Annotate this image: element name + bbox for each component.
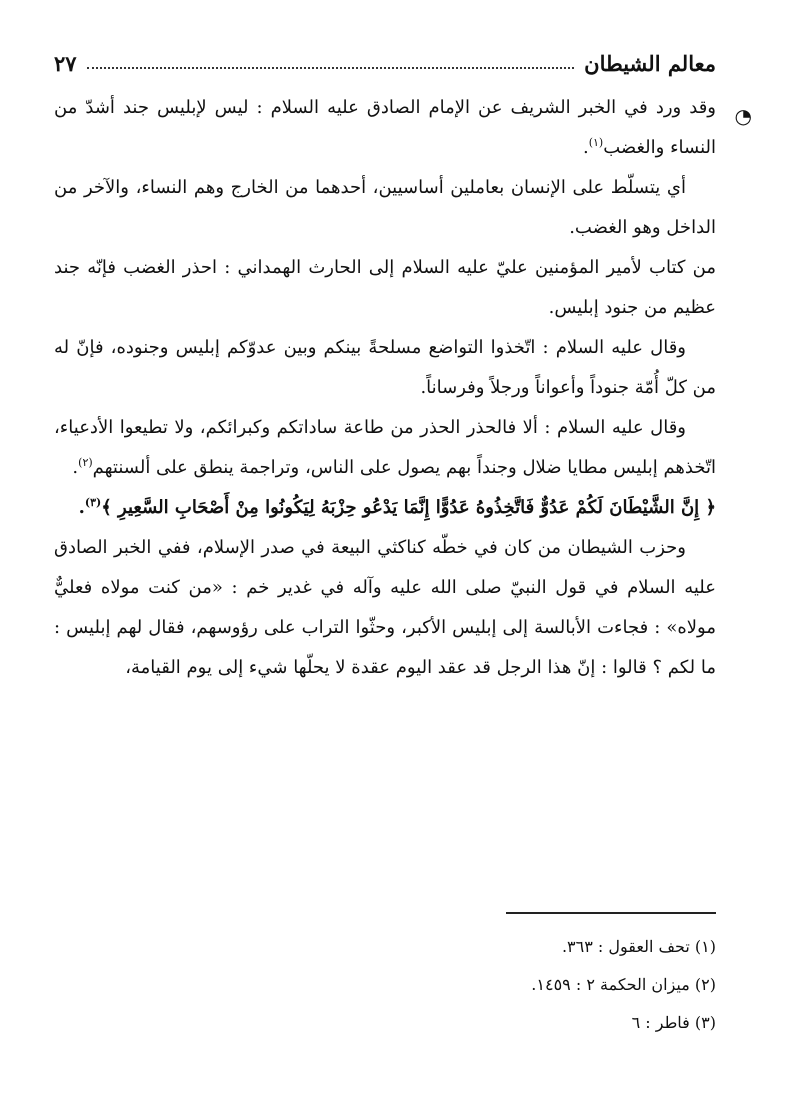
quran-verse <box>54 488 716 528</box>
footnote-separator <box>506 912 716 914</box>
page-number: ٢٧ <box>54 51 77 76</box>
paragraph-5 <box>54 408 716 488</box>
paragraph-4 <box>54 328 716 408</box>
footnote-ref-2: (٢) <box>78 456 93 469</box>
footnote-ref-3: (٣) <box>84 496 102 509</box>
paragraph-2 <box>54 168 716 248</box>
paragraph-3-text: من كتاب لأمير المؤمنين عليّ عليه السلام إلى الحارث الهمداني : احذر الغضب فإنّه جند عظيم من جنود إبليس. <box>54 257 716 318</box>
footnote-3: (٣) فاطر : ٦ <box>631 1013 716 1032</box>
paragraph-1: وقد ورد في الخبر الشريف عن الإمام الصادق عليه السلام : ليس لإبليس جند أشدّ من النساء والغضب$^{(١)}$. <box>54 97 716 158</box>
footnote-ref-1: (١) <box>588 136 604 149</box>
paragraph-2-text: أي يتسلّط على الإنسان بعاملين أساسيين، أحدهما من الخارج وهم النساء، والآخر من الداخل وهو الغضب. <box>54 177 716 238</box>
paragraph-5-text: وقال عليه السلام : ألا فالحذر الحذر من طاعة ساداتكم وكبرائكم، ولا تطيعوا الأدعياء، اتّخذهم إبليس مطايا ضلال وجنداً بهم يصول على الناس، وتراجمة ينطق على ألسنتهم <box>54 417 716 478</box>
dotted-leader <box>87 67 575 69</box>
paragraph-7 <box>54 528 716 688</box>
running-header <box>54 36 716 76</box>
paragraph-1-text: وقد ورد في الخبر الشريف عن الإمام الصادق عليه السلام : ليس لإبليس جند أشدّ من النساء والغضب <box>54 97 716 158</box>
footnotes <box>300 928 716 1042</box>
quran-verse-text: ﴿ إِنَّ الشَّيْطَانَ لَكُمْ عَدُوٌّ فَاتَّخِذُوهُ عَدُوًّا إِنَّمَا يَدْعُو حِزْبَهُ لِيَكُونُوا مِنْ أَصْحَابِ السَّعِيرِ ﴾ <box>101 497 716 518</box>
paragraph-3 <box>54 248 716 328</box>
footnote-1: (١) تحف العقول : ٣٦٣. <box>561 937 716 956</box>
chapter-title: معالم الشيطان <box>584 51 716 76</box>
paragraph-7-text: وحزب الشيطان من كان في خطّه كناكثي البيعة في صدر الإسلام، ففي الخبر الصادق عليه السلام في قول النبيّ صلى الله عليه وآله في غدير خم : «من كنت مولاه فعليٌّ مولاه» : فجاءت الأبالسة إلى إبليس الأكبر، وحثّوا التراب على رؤوسهم، فقال لهم إبليس : ما لكم ؟ قالوا : إنّ هذا الرجل قد عقد اليوم عقدة لا يحلّها شيء إلى يوم القيامة، <box>54 537 716 678</box>
page-body <box>54 88 752 688</box>
paragraph-5-end: . <box>72 457 79 478</box>
paragraph-marker-icon: ◔ <box>734 104 752 128</box>
quran-verse-end: . <box>78 497 85 518</box>
footnote-2: (٢) ميزان الحكمة ٢ : ١٤٥٩. <box>531 975 716 994</box>
paragraph-4-text: وقال عليه السلام : اتّخذوا التواضع مسلحةً بينكم وبين عدوّكم إبليس وجنوده، فإنّ له من كلّ أُمّة جنوداً وأعواناً ورجلاً وفرساناً. <box>54 337 716 398</box>
